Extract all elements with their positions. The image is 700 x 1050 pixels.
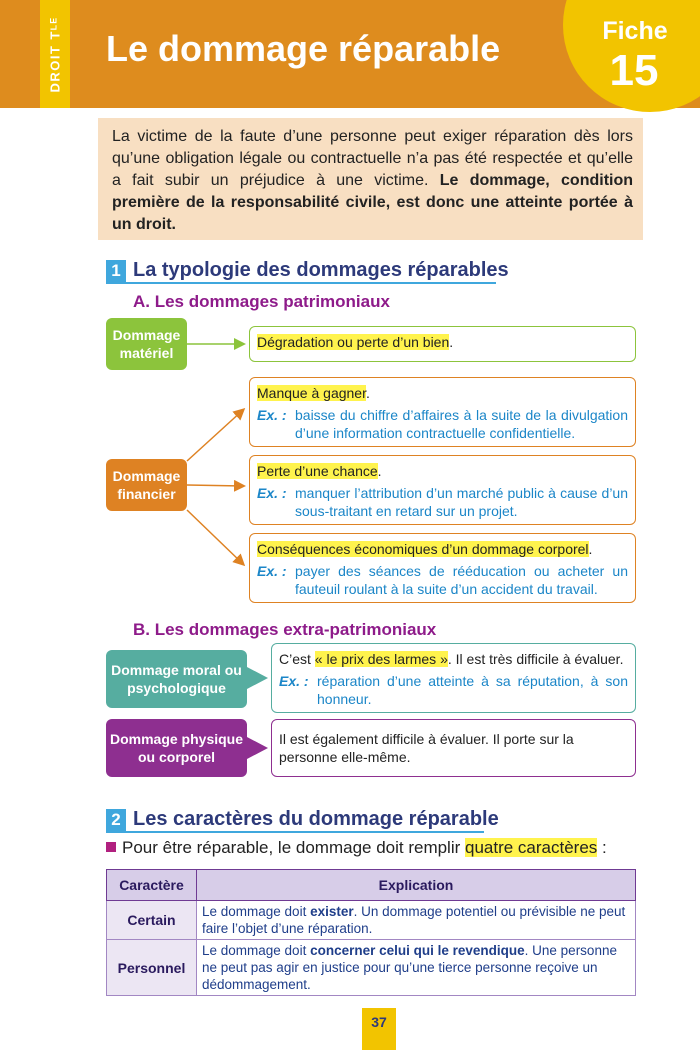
arrow-consequences <box>187 510 243 564</box>
category-dommage-physique: Dommage physique ou corporel <box>106 719 247 777</box>
box-moral <box>271 643 636 713</box>
moral-highlight: « le prix des larmes » <box>314 651 448 667</box>
example-label: Ex. : <box>257 563 287 579</box>
fiche-number: 15 <box>609 46 659 95</box>
row-text-2: . Un dommage potentiel ou prévisible ne peut faire l’objet d’une réparation. <box>202 904 626 936</box>
subject-tab <box>40 0 70 108</box>
item-title: Conséquences économiques d’un dommage corporel <box>257 541 589 557</box>
header-explication: Explication <box>197 870 636 901</box>
example-label: Ex. : <box>279 673 309 689</box>
box-manque-a-gagner <box>249 377 636 447</box>
example-text: payer des séances de rééducation ou acheter un fauteuil roulant à la suite d’un accident du travail. <box>295 563 628 597</box>
materiel-punct: . <box>449 334 454 350</box>
category-dommage-financier: Dommage financier <box>106 459 187 511</box>
page-number: 37 <box>362 1008 396 1050</box>
table-row <box>107 901 636 940</box>
subsection-a-title: A. Les dommages patrimoniaux <box>133 292 390 311</box>
section-1-number: 1 <box>106 260 126 282</box>
arrow-physique <box>247 737 268 759</box>
row-value <box>197 901 636 940</box>
physique-text: Il est également difficile à évaluer. Il porte sur la personne elle-même. <box>279 731 574 765</box>
item-punct: . <box>365 385 370 401</box>
category-dommage-materiel: Dommage matériel <box>106 318 187 370</box>
fiche-label: Fiche <box>602 17 668 45</box>
row-text-1: Le dommage doit <box>202 904 311 919</box>
example-text: réparation d’une atteinte à sa réputation, à son honneur. <box>317 673 628 707</box>
item-title: Manque à gagner <box>257 385 366 401</box>
box-consequences-economiques <box>249 533 636 603</box>
arrow-perte-chance <box>187 485 243 486</box>
section-2-number: 2 <box>106 809 126 831</box>
item-punct: . <box>377 463 382 479</box>
box-materiel <box>249 326 636 362</box>
subject-tab-label: DROIT Tᴸᴱ <box>47 16 63 92</box>
intro-paragraph <box>98 118 643 240</box>
section-2-title: Les caractères du dommage réparable <box>133 808 499 830</box>
header-caractere: Caractère <box>107 870 197 901</box>
bullet-square-icon <box>106 842 116 852</box>
section-2-intro-before: Pour être réparable, le dommage doit remplir <box>122 838 465 857</box>
row-key: Personnel <box>107 940 197 996</box>
section-2-intro <box>106 838 607 858</box>
row-text-1: Le dommage doit <box>202 943 311 958</box>
arrow-moral <box>247 667 268 689</box>
caracteres-table <box>106 869 636 996</box>
intro-text: La victime de la faute d’une personne peut exiger réparation dès lors qu’une obligation légale ou contractuelle n’a pas été respectée et qu’elle a fait subir un préjudice à une victime. <box>112 128 633 189</box>
example-label: Ex. : <box>257 485 287 501</box>
row-key: Certain <box>107 901 197 940</box>
intro-bold-text: Le dommage, condition première de la responsabilité civile, est donc une atteinte portée à un droit. <box>112 172 634 233</box>
table-header-row <box>107 870 636 901</box>
section-2-intro-highlight: quatre caractères <box>465 838 598 857</box>
example-label: Ex. : <box>257 407 287 423</box>
moral-after: . Il est très difficile à évaluer. <box>447 651 624 667</box>
item-punct: . <box>588 541 593 557</box>
section-1-title: La typologie des dommages réparables <box>133 259 509 281</box>
section-1-underline <box>106 282 496 284</box>
row-bold: exister <box>310 904 354 919</box>
page-title: Le dommage réparable <box>106 28 501 69</box>
materiel-text: Dégradation ou perte d’un bien <box>257 334 450 350</box>
section-2-intro-after: : <box>597 838 607 857</box>
table-row <box>107 940 636 996</box>
section-1-heading <box>106 259 509 282</box>
row-text-2: . Une personne ne peut pas agir en justice pour qu’une tierce personne reçoive un dédommagement. <box>202 943 617 992</box>
moral-before: C’est <box>279 651 315 667</box>
row-bold: concerner celui qui le revendique <box>310 943 525 958</box>
box-physique <box>271 719 636 777</box>
section-2-heading <box>106 808 499 831</box>
example-text: baisse du chiffre d’affaires à la suite de la divulgation d’une information contractuelle confidentielle. <box>295 407 628 441</box>
example-text: manquer l’attribution d’un marché public à cause d’un sous-traitant en retard sur un projet. <box>295 485 628 519</box>
subsection-b-title: B. Les dommages extra-patrimoniaux <box>133 620 437 639</box>
category-dommage-moral: Dommage moral ou psychologique <box>106 650 247 708</box>
section-2-underline <box>106 831 484 833</box>
arrow-manque-a-gagner <box>187 410 243 461</box>
item-title: Perte d’une chance <box>257 463 378 479</box>
box-perte-chance <box>249 455 636 525</box>
row-value <box>197 940 636 996</box>
